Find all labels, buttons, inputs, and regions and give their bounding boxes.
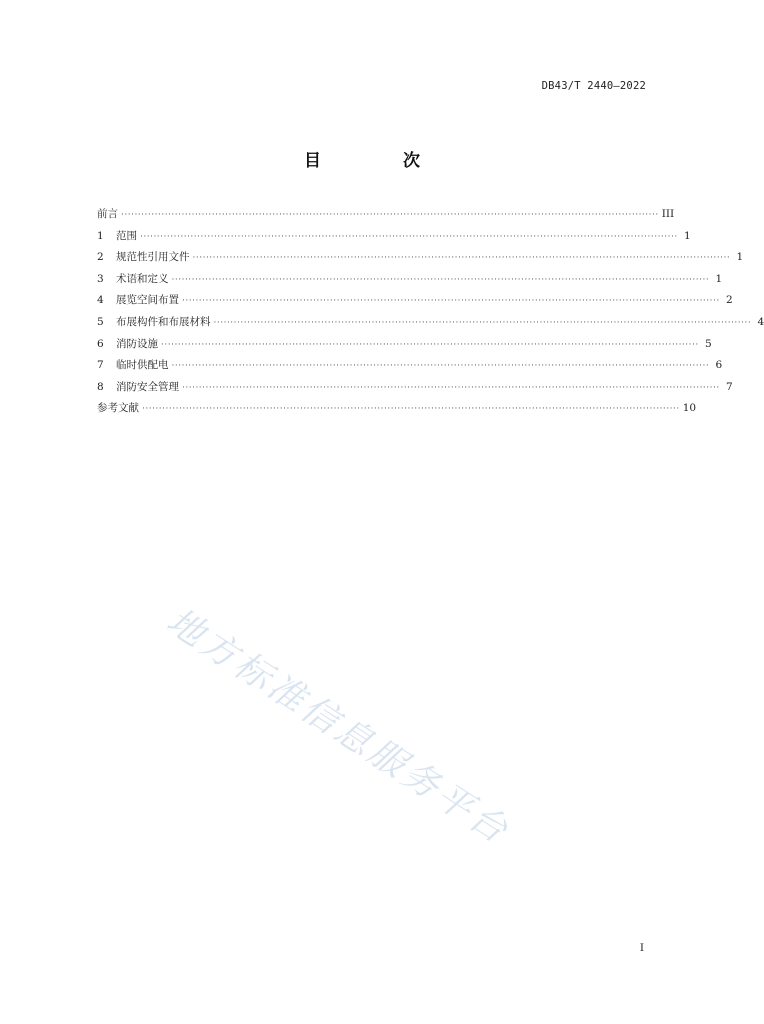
toc-entry-label: 规范性引用文件 <box>116 251 190 264</box>
toc-entry-4[interactable] <box>97 290 733 312</box>
document-code: DB43/T 2440—2022 <box>541 80 646 92</box>
toc-entry-page: 4 <box>757 315 764 328</box>
toc-leader-dots: ································································································································································ <box>121 210 659 220</box>
toc-entry-label: 消防安全管理 <box>116 380 179 393</box>
page-number: I <box>639 942 644 954</box>
toc-entry-label: 展览空间布置 <box>116 294 179 307</box>
toc-entry-number: 7 <box>97 359 104 372</box>
toc-entry-foreword[interactable] <box>97 204 675 226</box>
toc-entry-label: 消防设施 <box>116 337 158 350</box>
toc-leader-dots: ································································································································································ <box>192 253 731 264</box>
toc-entry-label: 前言 <box>97 208 118 220</box>
toc-entry-page: 7 <box>726 380 733 393</box>
toc-entry-label: 布展构件和布展材料 <box>116 315 211 328</box>
toc-leader-dots: ································································································································································ <box>171 361 710 372</box>
toc-entry-number: 8 <box>97 380 104 393</box>
toc-entry-3[interactable] <box>97 269 723 291</box>
toc-entry-2[interactable] <box>97 247 744 269</box>
toc-entry-page: 1 <box>684 229 691 242</box>
toc-entry-number: 2 <box>97 251 104 264</box>
toc-entry-page: III <box>661 208 675 220</box>
toc-entry-6[interactable] <box>97 334 712 356</box>
toc-entry-number: 6 <box>97 337 104 350</box>
toc-leader-dots: ································································································································································ <box>140 231 678 242</box>
toc-entry-5[interactable] <box>97 312 764 334</box>
toc-entry-number: 5 <box>97 315 104 328</box>
toc-entry-number: 3 <box>97 272 104 285</box>
toc-entry-label: 术语和定义 <box>116 272 169 285</box>
toc-leader-dots: ································································································································································ <box>171 274 710 285</box>
toc-entry-page: 10 <box>682 402 697 415</box>
toc-entry-8[interactable] <box>97 377 733 399</box>
toc-entry-page: 1 <box>715 272 723 285</box>
toc-entry-references[interactable] <box>97 398 697 420</box>
toc-entry-label: 临时供配电 <box>116 359 169 372</box>
toc-leader-dots: ································································································································································ <box>182 382 720 393</box>
toc-entry-label: 范围 <box>116 229 137 242</box>
toc-leader-dots: ································································································································································ <box>142 404 680 415</box>
toc-title: 目 次 <box>304 151 458 171</box>
toc-entry-page: 2 <box>726 294 733 307</box>
toc-entry-7[interactable] <box>97 355 723 377</box>
table-of-contents <box>97 204 764 420</box>
toc-entry-number: 1 <box>97 229 104 242</box>
watermark: 地方标准信息服务平台 <box>159 600 518 853</box>
toc-leader-dots: ································································································································································ <box>213 317 752 328</box>
toc-entry-label: 参考文献 <box>97 402 139 415</box>
toc-leader-dots: ································································································································································ <box>182 296 720 307</box>
toc-entry-page: 1 <box>736 251 744 264</box>
toc-entry-page: 6 <box>715 359 723 372</box>
toc-leader-dots: ································································································································································ <box>161 339 699 350</box>
toc-entry-page: 5 <box>705 337 712 350</box>
toc-entry-number: 4 <box>97 294 104 307</box>
toc-entry-1[interactable] <box>97 226 691 248</box>
